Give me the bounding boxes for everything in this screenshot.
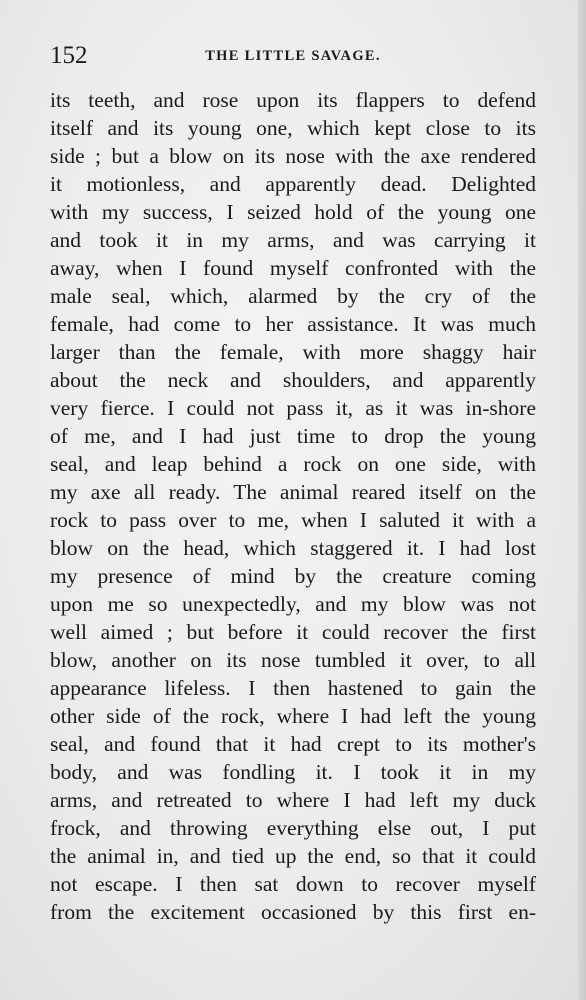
text-line: with my success, I seized hold of the young one — [50, 200, 536, 224]
text-line: about the neck and shoulders, and apparently — [50, 368, 536, 392]
text-line: frock, and throwing everything else out, I put — [50, 816, 536, 840]
page-number: 152 — [50, 42, 88, 69]
text-line: its teeth, and rose upon its flappers to defend — [50, 88, 536, 112]
text-line: from the excitement occasioned by this first en- — [50, 900, 536, 924]
text-line: female, had come to her assistance. It was much — [50, 312, 536, 336]
text-line: not escape. I then sat down to recover myself — [50, 872, 536, 896]
text-line: the animal in, and tied up the end, so that it could — [50, 844, 536, 868]
text-line: upon me so unexpectedly, and my blow was not — [50, 592, 536, 616]
page-edge — [578, 0, 586, 1000]
text-line: body, and was fondling it. I took it in my — [50, 760, 536, 784]
text-line: it motionless, and apparently dead. Delighted — [50, 172, 536, 196]
text-line: larger than the female, with more shaggy hair — [50, 340, 536, 364]
text-line: rock to pass over to me, when I saluted it with a — [50, 508, 536, 532]
text-line: blow on the head, which staggered it. I had lost — [50, 536, 536, 560]
text-line: seal, and leap behind a rock on one side, with — [50, 452, 536, 476]
text-line: my presence of mind by the creature coming — [50, 564, 536, 588]
text-line: arms, and retreated to where I had left my duck — [50, 788, 536, 812]
text-line: very fierce. I could not pass it, as it was in-shore — [50, 396, 536, 420]
text-line: away, when I found myself confronted with the — [50, 256, 536, 280]
text-line: well aimed ; but before it could recover the first — [50, 620, 536, 644]
text-line: itself and its young one, which kept close to its — [50, 116, 536, 140]
body-text — [50, 86, 536, 926]
text-line: side ; but a blow on its nose with the axe rendered — [50, 144, 536, 168]
text-line: my axe all ready. The animal reared itself on the — [50, 480, 536, 504]
text-line: seal, and found that it had crept to its mother's — [50, 732, 536, 756]
text-line: male seal, which, alarmed by the cry of the — [50, 284, 536, 308]
running-head: THE LITTLE SAVAGE. — [205, 48, 381, 64]
page-header — [50, 40, 536, 72]
text-line: appearance lifeless. I then hastened to gain the — [50, 676, 536, 700]
text-line: other side of the rock, where I had left the young — [50, 704, 536, 728]
text-line: and took it in my arms, and was carrying it — [50, 228, 536, 252]
text-line: of me, and I had just time to drop the young — [50, 424, 536, 448]
text-line: blow, another on its nose tumbled it over, to all — [50, 648, 536, 672]
